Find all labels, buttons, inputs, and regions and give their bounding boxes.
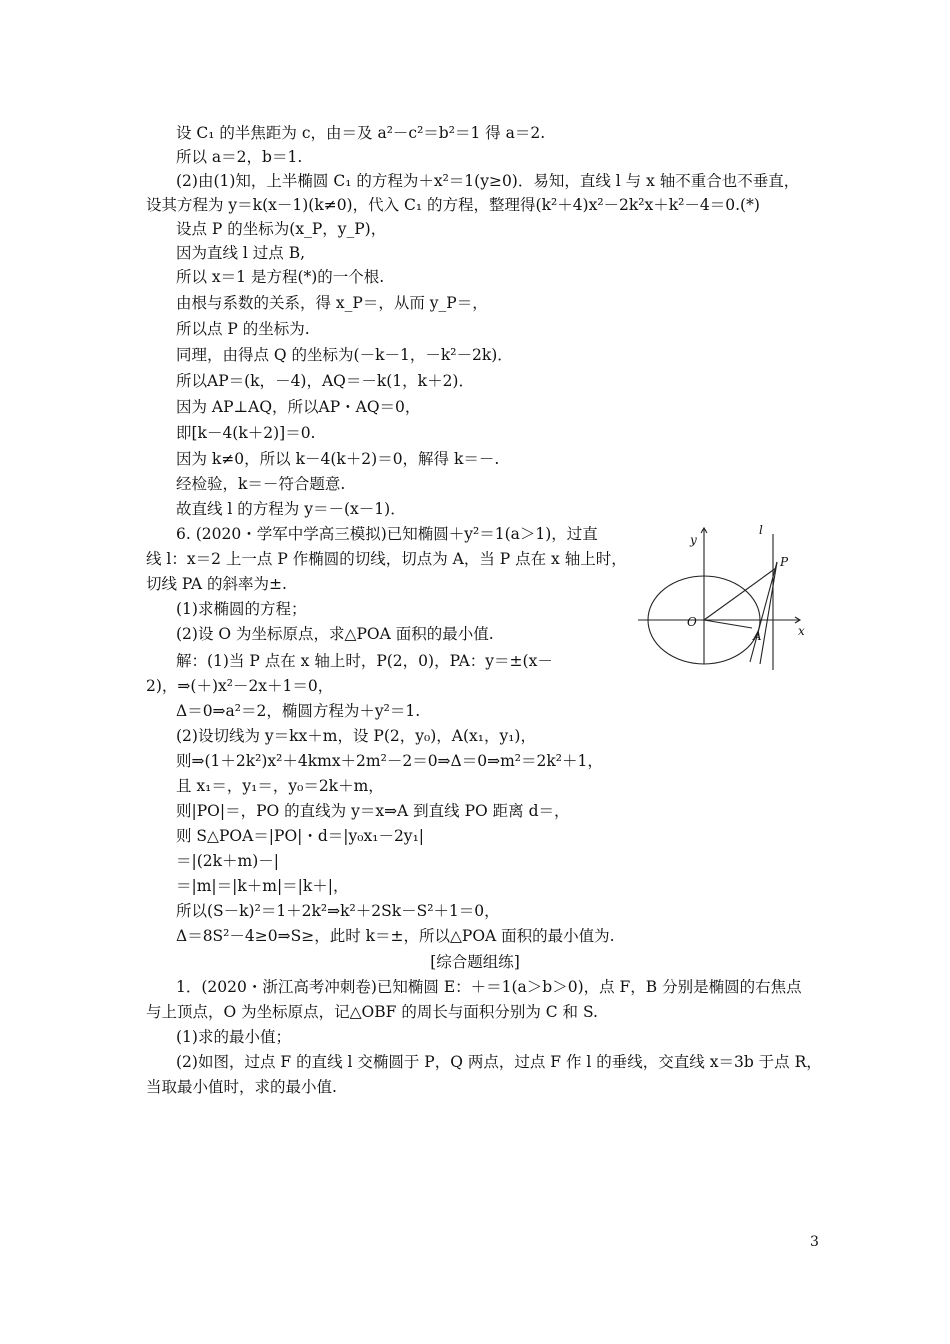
text-line: Δ＝8S²－4≥0⇒S≥，此时 k＝±，所以△POA 面积的最小值为. <box>176 927 615 945</box>
segment-op <box>704 568 776 620</box>
text-line: 解：(1)当 P 点在 x 轴上时，P(2，0)，PA：y＝±(x－ <box>176 652 553 670</box>
text-line: 则⇒(1＋2k²)x²＋4kmx＋2m²－2＝0⇒Δ＝0⇒m²＝2k²＋1， <box>176 752 603 770</box>
text-line: 所以 x＝1 是方程(*)的一个根. <box>176 268 385 286</box>
text-line: 所以 a＝2，b＝1. <box>176 148 303 166</box>
text-line: 设 C₁ 的半焦距为 c，由＝及 a²－c²＝b²＝1 得 a＝2. <box>176 124 546 142</box>
text-line: 则|PO|＝，PO 的直线为 y＝x⇒A 到直线 PO 距离 d＝， <box>176 802 570 820</box>
text-line: (2)如图，过点 F 的直线 l 交椭圆于 P，Q 两点，过点 F 作 l 的垂线，交直线 x＝3b 于点 R， <box>176 1053 822 1071</box>
text-line: 线 l：x＝2 上一点 P 作椭圆的切线，切点为 A，当 P 点在 x 轴上时， <box>146 550 627 568</box>
label-a: A <box>753 629 762 643</box>
text-line: (1)求椭圆的方程； <box>176 600 307 618</box>
text-line: (2)设 O 为坐标原点，求△POA 面积的最小值. <box>176 625 494 643</box>
text-line: 与上顶点，O 为坐标原点，记△OBF 的周长与面积分别为 C 和 S. <box>146 1003 598 1021</box>
text-line: 且 x₁＝，y₁＝，y₀＝2k＋m， <box>176 777 384 795</box>
text-line: 1．(2020・浙江高考冲刺卷)已知椭圆 E：＋＝1(a＞b＞0)，点 F，B 分别是椭圆的右焦点 <box>176 978 802 996</box>
text-line: 故直线 l 的方程为 y＝－(x－1)． <box>176 500 406 518</box>
text-line: 设其方程为 y＝k(x－1)(k≠0)，代入 C₁ 的方程，整理得(k²＋4)x²－2k²x＋k²－4＝0.(*) <box>146 196 760 214</box>
label-p: P <box>780 555 789 569</box>
text-line: 所以AP＝(k，－4)，AQ＝－k(1，k＋2)． <box>176 372 474 390</box>
ellipse-tangent-figure <box>636 522 816 672</box>
text-line: 因为 k≠0，所以 k－4(k＋2)＝0，解得 k＝－. <box>176 450 500 468</box>
text-line: ＝|(2k＋m)－| <box>176 852 279 870</box>
text-line: Δ＝0⇒a²＝2，椭圆方程为＋y²＝1. <box>176 702 421 720</box>
label-o: O <box>687 615 697 629</box>
text-line: (1)求的最小值； <box>176 1028 291 1046</box>
text-line: 当取最小值时，求的最小值. <box>146 1078 337 1096</box>
section-heading: [综合题组练] <box>430 953 520 971</box>
text-line: 则 S△POA＝|PO|・d＝|y₀x₁－2y₁| <box>176 827 425 845</box>
text-line: 设点 P 的坐标为(x_P，y_P)， <box>176 220 387 238</box>
text-line: 同理，由得点 Q 的坐标为(－k－1，－k²－2k)． <box>176 346 513 364</box>
page-number: 3 <box>810 1234 819 1250</box>
text-line: 切线 PA 的斜率为±. <box>146 575 287 593</box>
text-line: 因为直线 l 过点 B, <box>176 244 306 262</box>
text-line: 6. (2020・学军中学高三模拟)已知椭圆＋y²＝1(a＞1)，过直 <box>176 525 598 543</box>
text-line: (2)设切线为 y＝kx＋m，设 P(2，y₀)，A(x₁，y₁)， <box>176 727 536 745</box>
text-line: ＝|m|＝|k＋m|＝|k＋|， <box>176 877 349 895</box>
text-line: 2)，⇒(＋)x²－2x＋1＝0， <box>146 677 334 695</box>
text-line: 因为 AP⊥AQ，所以AP・AQ＝0， <box>176 398 421 416</box>
text-line: 即[k－4(k＋2)]＝0. <box>176 424 316 442</box>
text-line: 所以(S－k)²＝1＋2k²⇒k²＋2Sk－S²＋1＝0， <box>176 902 500 920</box>
label-x: x <box>798 624 805 638</box>
label-y: y <box>690 533 697 547</box>
text-line: 经检验，k＝－符合题意. <box>176 475 346 493</box>
text-line: 由根与系数的关系，得 x_P＝，从而 y_P＝， <box>176 294 488 312</box>
segment-oa <box>704 620 752 628</box>
text-line: (2)由(1)知，上半椭圆 C₁ 的方程为＋x²＝1(y≥0)．易知，直线 l 与 x 轴不重合也不垂直， <box>176 172 800 190</box>
label-l: l <box>759 523 763 537</box>
text-line: 所以点 P 的坐标为. <box>176 320 310 338</box>
